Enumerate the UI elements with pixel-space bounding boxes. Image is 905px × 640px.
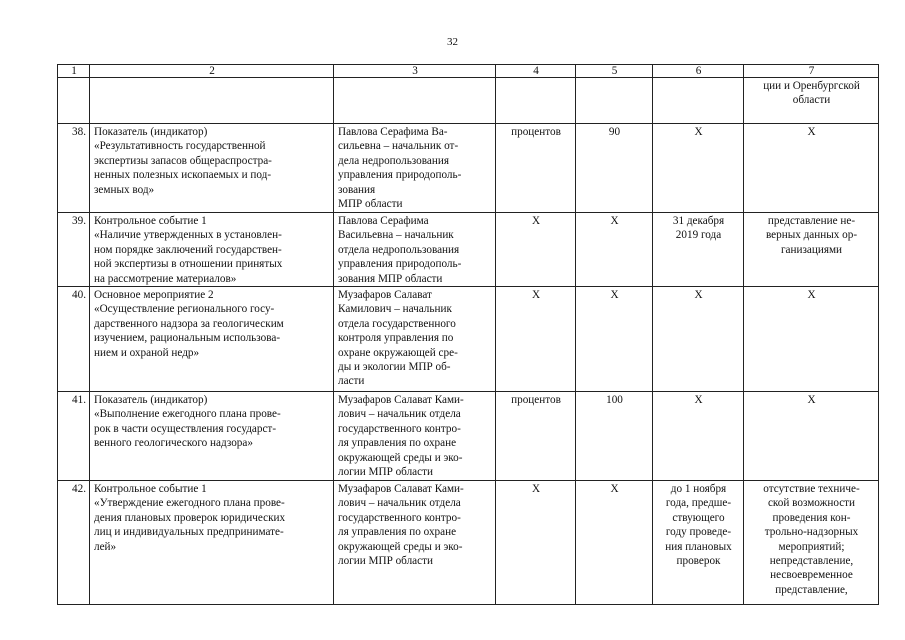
header-col-1: 1 bbox=[58, 65, 90, 78]
measure-name-line: «Осуществление регионального госу- bbox=[94, 303, 275, 316]
risk-description-line: непредставление, bbox=[769, 555, 854, 568]
measure-name-cell bbox=[90, 213, 334, 287]
measure-name-line: дарственного надзора за геологическим bbox=[94, 317, 284, 330]
target-value-cell: 90 bbox=[576, 124, 653, 213]
risk-description-line: отсутствие техниче- bbox=[763, 483, 860, 496]
measure-name-cell bbox=[90, 124, 334, 213]
responsible-person-line: окружающей среды и эко- bbox=[338, 451, 463, 464]
responsible-person-line: МПР области bbox=[338, 198, 403, 211]
header-col-5: 5 bbox=[576, 65, 653, 78]
responsible-person-line: государственного контро- bbox=[338, 511, 461, 524]
measure-name-line: Показатель (индикатор) bbox=[94, 394, 208, 407]
row-number-cell: 39. bbox=[58, 213, 90, 287]
completion-date-line: Х bbox=[694, 289, 703, 302]
completion-date-line: года, предше- bbox=[665, 497, 732, 510]
measure-name-line: ной экспертизы в отношении принятых bbox=[94, 258, 283, 271]
completion-date-line: 2019 года bbox=[675, 229, 722, 242]
row-number-cell: 42. bbox=[58, 481, 90, 605]
row-number-cell: 40. bbox=[58, 287, 90, 392]
risk-description-line: верных данных ор- bbox=[765, 229, 858, 242]
unit-of-measure-cell: процентов bbox=[496, 124, 576, 213]
measure-name-line: рок в части осуществления государст- bbox=[94, 422, 277, 435]
completion-date-line: ния плановых bbox=[665, 540, 732, 553]
responsible-person-line: Музафаров Салават bbox=[338, 289, 432, 302]
measure-name-line: на рассмотрение материалов» bbox=[94, 272, 237, 285]
responsible-person-line: Павлова Серафима bbox=[338, 215, 429, 227]
measure-name-line: ненных полезных ископаемых и под- bbox=[94, 169, 272, 182]
row-number-cell: 38. bbox=[58, 124, 90, 213]
measure-name-line: Показатель (индикатор) bbox=[94, 126, 208, 138]
measure-name-line: лей» bbox=[94, 540, 117, 553]
responsible-person-line: Васильевна – начальник bbox=[338, 229, 454, 242]
measure-name-cell bbox=[90, 481, 334, 605]
responsible-person-cell bbox=[334, 124, 496, 213]
responsible-person-line: зования bbox=[338, 183, 376, 196]
unit-of-measure-cell: процентов bbox=[496, 392, 576, 481]
responsible-person-line: отдела государственного bbox=[338, 317, 456, 330]
risk-description-line: ской возможности bbox=[767, 497, 856, 510]
risk-description-line: проведения кон- bbox=[772, 511, 851, 524]
header-col-6: 6 bbox=[653, 65, 744, 78]
measure-name-cell bbox=[90, 287, 334, 392]
responsible-person-line: ды и экологии МПР об- bbox=[338, 361, 451, 374]
table-row bbox=[58, 392, 879, 481]
completion-date-line: году проведе- bbox=[665, 526, 732, 539]
measure-name-line: Основное мероприятие 2 bbox=[94, 289, 214, 302]
unit-of-measure-cell: Х bbox=[496, 287, 576, 392]
responsible-person-cell bbox=[334, 392, 496, 481]
target-value-cell: Х bbox=[576, 481, 653, 605]
responsible-person-line: сильевна – начальник от- bbox=[338, 140, 459, 153]
continuation-risk-cell: ции и Оренбургской области bbox=[744, 78, 879, 124]
unit-of-measure-cell: Х bbox=[496, 481, 576, 605]
risk-description-line: Х bbox=[807, 126, 816, 138]
completion-date-line: проверок bbox=[676, 555, 721, 568]
responsible-person-line: государственного контро- bbox=[338, 422, 461, 435]
completion-date-line: 31 декабря bbox=[672, 215, 725, 227]
completion-date-line: Х bbox=[694, 126, 703, 138]
header-col-2: 2 bbox=[90, 65, 334, 78]
responsible-person-line: Павлова Серафима Ва- bbox=[338, 126, 448, 138]
table-row bbox=[58, 213, 879, 287]
table-row bbox=[58, 124, 879, 213]
column-number-header bbox=[58, 65, 879, 78]
completion-date-cell bbox=[653, 481, 744, 605]
responsible-person-cell bbox=[334, 287, 496, 392]
measure-name-line: «Утверждение ежегодного плана прове- bbox=[94, 497, 285, 510]
measure-name-line: «Наличие утвержденных в установлен- bbox=[94, 229, 282, 242]
target-value-cell: Х bbox=[576, 213, 653, 287]
page-number: 32 bbox=[447, 36, 458, 48]
target-value-cell: 100 bbox=[576, 392, 653, 481]
risk-description-line: трольно-надзорных bbox=[764, 526, 859, 539]
responsible-person-line: логии МПР области bbox=[338, 466, 433, 479]
measure-name-line: Контрольное событие 1 bbox=[94, 483, 207, 496]
responsible-person-line: логии МПР области bbox=[338, 555, 433, 568]
risk-description-line: Х bbox=[807, 394, 816, 407]
responsible-person-line: ля управления по охране bbox=[338, 437, 457, 450]
measure-name-line: изучением, рациональным использова- bbox=[94, 332, 281, 345]
risk-description-line: представление не- bbox=[767, 215, 856, 227]
risk-description-line: мероприятий; bbox=[778, 540, 845, 553]
risk-description-cell bbox=[744, 287, 879, 392]
completion-date-cell bbox=[653, 392, 744, 481]
measure-name-line: Контрольное событие 1 bbox=[94, 215, 207, 227]
responsible-person-line: контроля управления по bbox=[338, 332, 454, 345]
completion-date-cell bbox=[653, 287, 744, 392]
responsible-person-line: дела недропользования bbox=[338, 154, 449, 167]
unit-of-measure-cell: Х bbox=[496, 213, 576, 287]
responsible-person-line: управления природополь- bbox=[338, 258, 462, 271]
continuation-row bbox=[58, 78, 879, 124]
responsible-person-line: ласти bbox=[338, 375, 365, 388]
measure-name-line: нием и охраной недр» bbox=[94, 346, 200, 359]
measure-name-line: дения плановых проверок юридических bbox=[94, 511, 286, 524]
risk-description-cell bbox=[744, 392, 879, 481]
measure-name-line: «Результативность государственной bbox=[94, 140, 266, 153]
risk-description-cell bbox=[744, 481, 879, 605]
target-value-cell: Х bbox=[576, 287, 653, 392]
completion-date-line: до 1 ноября bbox=[670, 483, 727, 496]
completion-date-line: ствующего bbox=[672, 511, 725, 524]
row-number-cell: 41. bbox=[58, 392, 90, 481]
responsible-person-cell bbox=[334, 481, 496, 605]
completion-date-line: Х bbox=[694, 394, 703, 407]
responsible-person-line: Музафаров Салават Ками- bbox=[338, 483, 464, 496]
responsible-person-line: лович – начальник отдела bbox=[338, 408, 461, 421]
responsible-person-line: окружающей среды и эко- bbox=[338, 540, 463, 553]
risk-description-line: Х bbox=[807, 289, 816, 302]
responsible-person-cell bbox=[334, 213, 496, 287]
monitoring-table bbox=[57, 64, 879, 605]
completion-date-cell bbox=[653, 124, 744, 213]
header-col-7: 7 bbox=[744, 65, 879, 78]
responsible-person-line: зования МПР области bbox=[338, 272, 443, 285]
responsible-person-line: лович – начальник отдела bbox=[338, 497, 461, 510]
measure-name-line: экспертизы запасов общераспростра- bbox=[94, 154, 272, 167]
table-row bbox=[58, 287, 879, 392]
measure-name-cell bbox=[90, 392, 334, 481]
measure-name-line: «Выполнение ежегодного плана прове- bbox=[94, 408, 281, 421]
risk-description-cell bbox=[744, 213, 879, 287]
risk-description-line: ганизациями bbox=[780, 243, 843, 256]
responsible-person-line: отдела недропользования bbox=[338, 243, 460, 256]
measure-name-line: ном порядке заключений государствен- bbox=[94, 243, 282, 256]
responsible-person-line: управления природополь- bbox=[338, 169, 462, 182]
table-row bbox=[58, 481, 879, 605]
header-col-3: 3 bbox=[334, 65, 496, 78]
risk-description-line: несвоевременное bbox=[770, 569, 853, 582]
measure-name-line: венного геологического надзора» bbox=[94, 437, 253, 450]
completion-date-cell bbox=[653, 213, 744, 287]
measure-name-line: лиц и индивидуальных предпринимате- bbox=[94, 526, 284, 539]
responsible-person-line: Музафаров Салават Ками- bbox=[338, 394, 464, 407]
risk-description-cell bbox=[744, 124, 879, 213]
responsible-person-line: охране окружающей сре- bbox=[338, 346, 458, 359]
responsible-person-line: ля управления по охране bbox=[338, 526, 457, 539]
measure-name-line: земных вод» bbox=[94, 183, 155, 196]
responsible-person-line: Камилович – начальник bbox=[338, 303, 452, 316]
risk-description-line: представление, bbox=[775, 583, 848, 596]
header-col-4: 4 bbox=[496, 65, 576, 78]
